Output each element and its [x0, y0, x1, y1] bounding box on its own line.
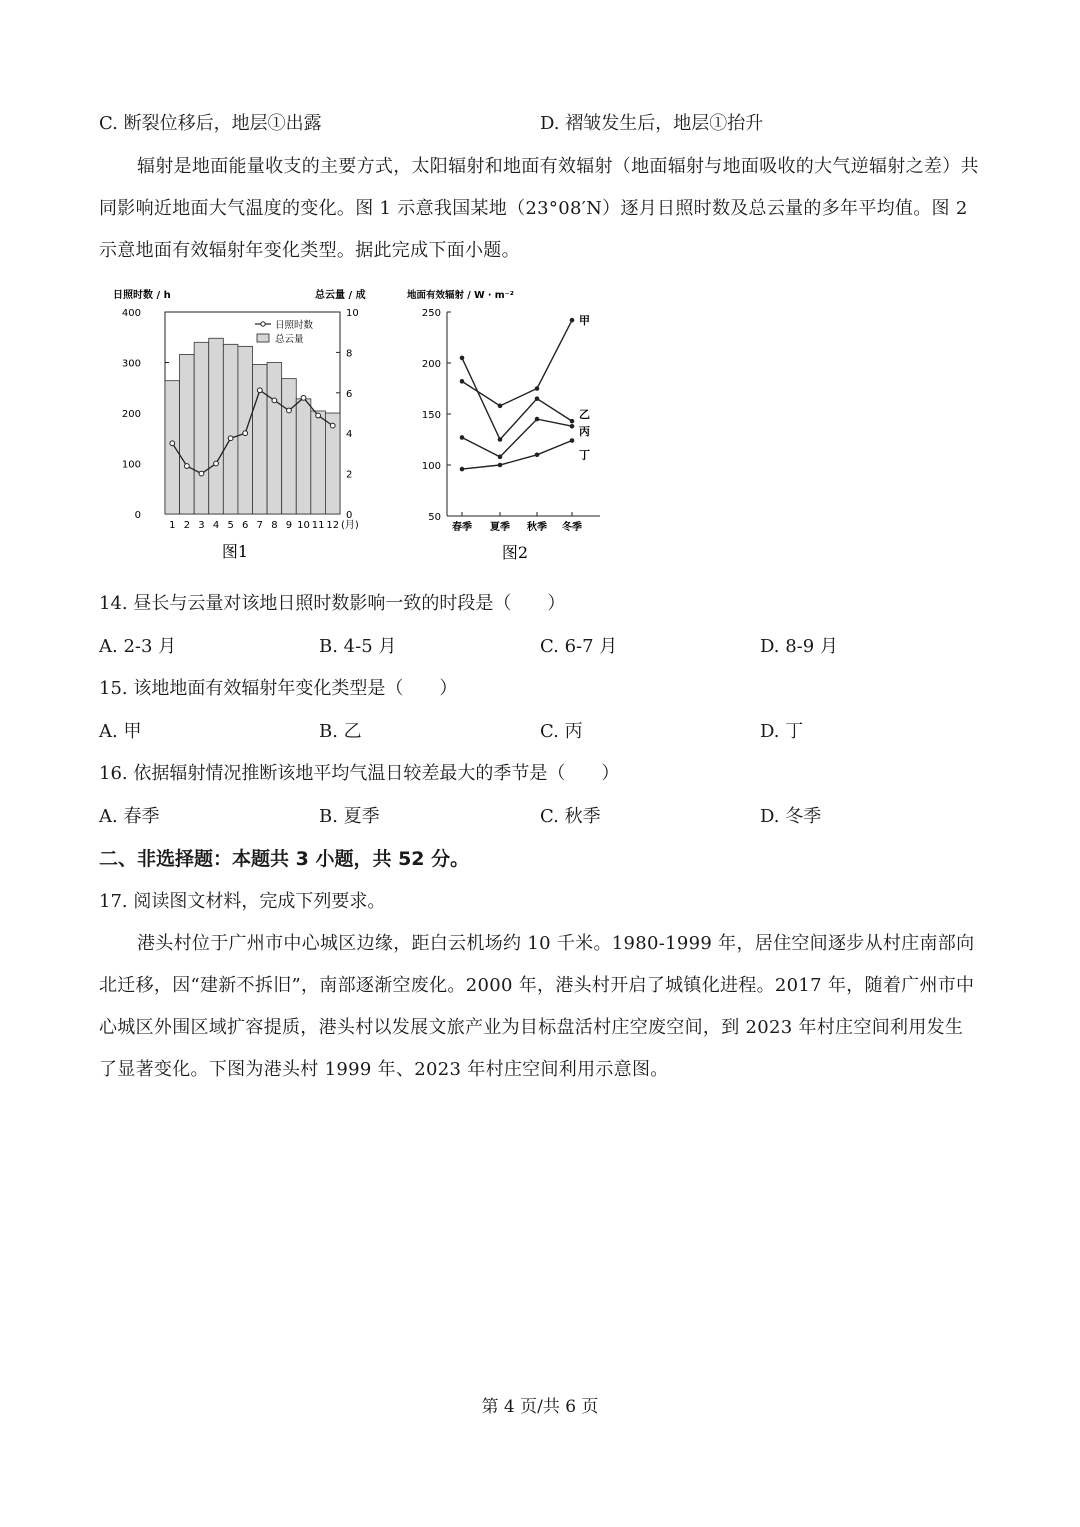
figure-2-x-tick-label: 冬季 [562, 522, 582, 533]
q16-option-d: D. 冬季 [760, 806, 822, 827]
q16-option-c: C. 秋季 [540, 806, 601, 827]
figure-2-series-point [570, 318, 575, 323]
figure-1-cloud-bar [194, 342, 209, 514]
figure-1-x-tick-label: 12 [326, 520, 340, 531]
figure-1-sunshine-point [316, 413, 321, 418]
figure-1-cloud-bar [267, 363, 282, 515]
figure-2-series-point [535, 396, 540, 401]
figure-1-cloud-bar [209, 338, 224, 514]
figure-1-x-unit: (月) [341, 520, 359, 531]
figure-1-legend-sunshine: 日照时数 [275, 320, 314, 331]
figure-1-right-tick-label: 2 [346, 469, 353, 481]
figure-2-series-point [460, 467, 465, 472]
figure-2-chart [405, 282, 625, 567]
figure-2-y-axis-label: 地面有效辐射 / W · m⁻² [407, 290, 514, 301]
q14-option-a: A. 2-3 月 [99, 636, 177, 657]
q13-option-c: C. 断裂位移后，地层①出露 [99, 113, 322, 134]
figure-1-x-tick-label: 8 [271, 520, 278, 531]
figure-2-series-point [570, 424, 575, 429]
figure-1-left-tick-label: 100 [121, 459, 141, 471]
figure-2-series-label: 丙 [579, 425, 590, 439]
figure-1-right-tick-label: 6 [346, 388, 353, 400]
figure-2-series-point [460, 356, 465, 361]
figure-1-legend-cloud: 总云量 [275, 334, 304, 345]
figure-2-series-label: 甲 [579, 314, 590, 328]
q14-option-d: D. 8-9 月 [760, 636, 838, 657]
figure-2-lines [460, 318, 575, 472]
figure-2-series-label: 乙 [579, 408, 590, 422]
q17-material-text: 港头村位于广州市中心城区边缘，距白云机场约 10 千米。1980-1999 年，居住空间逐步从村庄南部向北迁移，因“建新不拆旧”，南部逐渐空废化。2000 年，港头村开启了城镇化进程。2017 年，随着广州市中心城区外围区域扩容提质，港头村以发展文旅产业为目标盘活村庄空废空间，到 2023 年村庄空间利用发生了显著变化。下图为港头村 1999 年、2023 年村庄空间利用示意图。 [99, 933, 975, 1080]
figure-2-y-tick-label: 250 [421, 308, 441, 319]
q15-option-b: B. 乙 [319, 721, 362, 742]
figure-2-series-line [462, 358, 572, 440]
q17-stem: 17. 阅读图文材料，完成下列要求。 [99, 891, 386, 912]
figure-1-sunshine-point [199, 471, 204, 476]
figure-2-series-line [462, 441, 572, 470]
q14-option-b: B. 4-5 月 [319, 636, 397, 657]
figure-1-sunshine-point [257, 388, 262, 393]
material-paragraph [99, 146, 979, 272]
figure-2-series-point [498, 463, 503, 468]
figure-1-x-tick-label: 4 [212, 520, 220, 531]
figure-1-cloud-bar [165, 381, 180, 514]
figure-1-x-tick-label: 9 [285, 520, 293, 531]
figure-1-x-tick-label: 3 [198, 520, 205, 531]
figure-2-series-point [570, 419, 575, 424]
figure-1-right-tick-label: 8 [346, 348, 353, 360]
q13-option-d: D. 褶皱发生后，地层①抬升 [540, 113, 764, 134]
figure-1-bars [165, 338, 340, 514]
figure-1-x-tick-label: 10 [297, 520, 310, 531]
figure-1-sunshine-point [228, 436, 233, 441]
q15-stem: 15. 该地地面有效辐射年变化类型是（ ） [99, 678, 458, 699]
q15-option-c: C. 丙 [540, 721, 583, 742]
figure-1-sunshine-point [243, 431, 248, 436]
figure-1-sunshine-point [330, 423, 335, 428]
figure-1-legend-bar-icon [257, 334, 269, 342]
figure-1-x-tick-label: 1 [169, 520, 176, 531]
figure-2-series-line [462, 419, 572, 457]
figure-2-series-point [535, 453, 540, 458]
q15-option-a: A. 甲 [99, 721, 142, 742]
figure-2-series-point [498, 404, 503, 409]
figure-2-x-tick-label: 秋季 [527, 522, 547, 533]
figure-2-labels [407, 289, 590, 562]
section-2-title: 二、非选择题：本题共 3 小题，共 52 分。 [99, 848, 470, 870]
figure-1-cloud-bar [253, 365, 268, 514]
figure-2-y-tick-label: 100 [421, 461, 441, 472]
figure-1-sunshine-point [214, 461, 219, 466]
figure-1-caption: 图1 [221, 542, 249, 561]
figure-2-series-point [535, 417, 540, 422]
figure-2-x-tick-label: 春季 [452, 522, 472, 533]
figure-1-cloud-bar [180, 354, 195, 514]
figure-2-caption: 图2 [501, 543, 529, 562]
figure-1-sunshine-point [287, 408, 292, 413]
figure-1-sunshine-point [170, 441, 175, 446]
figure-1-cloud-bar [296, 399, 311, 514]
figure-1-sunshine-point [272, 398, 277, 403]
figure-1-right-tick-label: 10 [346, 308, 359, 319]
q15-option-d: D. 丁 [760, 721, 804, 742]
figure-1-x-tick-label: 7 [256, 520, 263, 531]
figure-2-series-label: 丁 [579, 448, 590, 462]
figure-2-series-point [460, 435, 465, 440]
figure-1-cloud-bar [311, 411, 326, 514]
q14-option-c: C. 6-7 月 [540, 636, 618, 657]
figure-1-left-tick-label: 0 [134, 510, 141, 521]
page-footer: 第 4 页/共 6 页 [481, 1397, 599, 1417]
figure-1-cloud-bar [223, 344, 238, 514]
figure-1-right-axis-label: 总云量 / 成 [315, 290, 366, 301]
figure-2-x-tick-label: 夏季 [490, 522, 510, 533]
figure-1-x-tick-label: 5 [227, 520, 234, 531]
figure-1-chart [105, 282, 385, 567]
figure-1-cloud-bar [282, 379, 297, 514]
material-text: 辐射是地面能量收支的主要方式，太阳辐射和地面有效辐射（地面辐射与地面吸收的大气逆辐射之差）共同影响近地面大气温度的变化。图 1 示意我国某地（23°08′N）逐月日照时数及总云量的多年平均值。图 2 示意地面有效辐射年变化类型。据此完成下面小题。 [99, 156, 979, 261]
figure-1-cloud-bar [238, 346, 253, 514]
figure-2-series-point [535, 386, 540, 391]
figure-1-left-tick-label: 200 [121, 409, 141, 420]
figure-1-right-tick-label: 0 [346, 510, 353, 521]
figure-2-series-point [570, 438, 575, 443]
figure-1-left-axis-label: 日照时数 / h [113, 290, 171, 301]
figure-1-left-tick-label: 400 [121, 308, 141, 319]
figure-1-sunshine-point [184, 464, 189, 469]
figure-1-legend-point-icon [261, 322, 265, 326]
figure-2-series-point [498, 437, 503, 442]
figure-1-sunshine-point [301, 395, 306, 400]
q17-material-paragraph [99, 923, 979, 1091]
figure-2-series-point [498, 455, 503, 460]
q16-option-b: B. 夏季 [319, 806, 380, 827]
q14-stem: 14. 昼长与云量对该地日照时数影响一致的时段是（ ） [99, 593, 566, 614]
figure-1-x-tick-label: 6 [242, 520, 249, 531]
figure-1-left-tick-label: 300 [121, 358, 141, 370]
figure-2-y-tick-label: 200 [421, 359, 441, 370]
figure-2-y-tick-label: 150 [421, 410, 441, 421]
q16-stem: 16. 依据辐射情况推断该地平均气温日较差最大的季节是（ ） [99, 763, 620, 784]
figure-1-x-tick-label: 2 [183, 520, 191, 531]
figure-1-right-tick-label: 4 [346, 429, 353, 441]
q16-option-a: A. 春季 [99, 806, 160, 827]
figure-2-series-point [460, 379, 465, 384]
figure-1-x-tick-label: 11 [311, 520, 325, 531]
figure-2-y-tick-label: 50 [428, 512, 441, 523]
